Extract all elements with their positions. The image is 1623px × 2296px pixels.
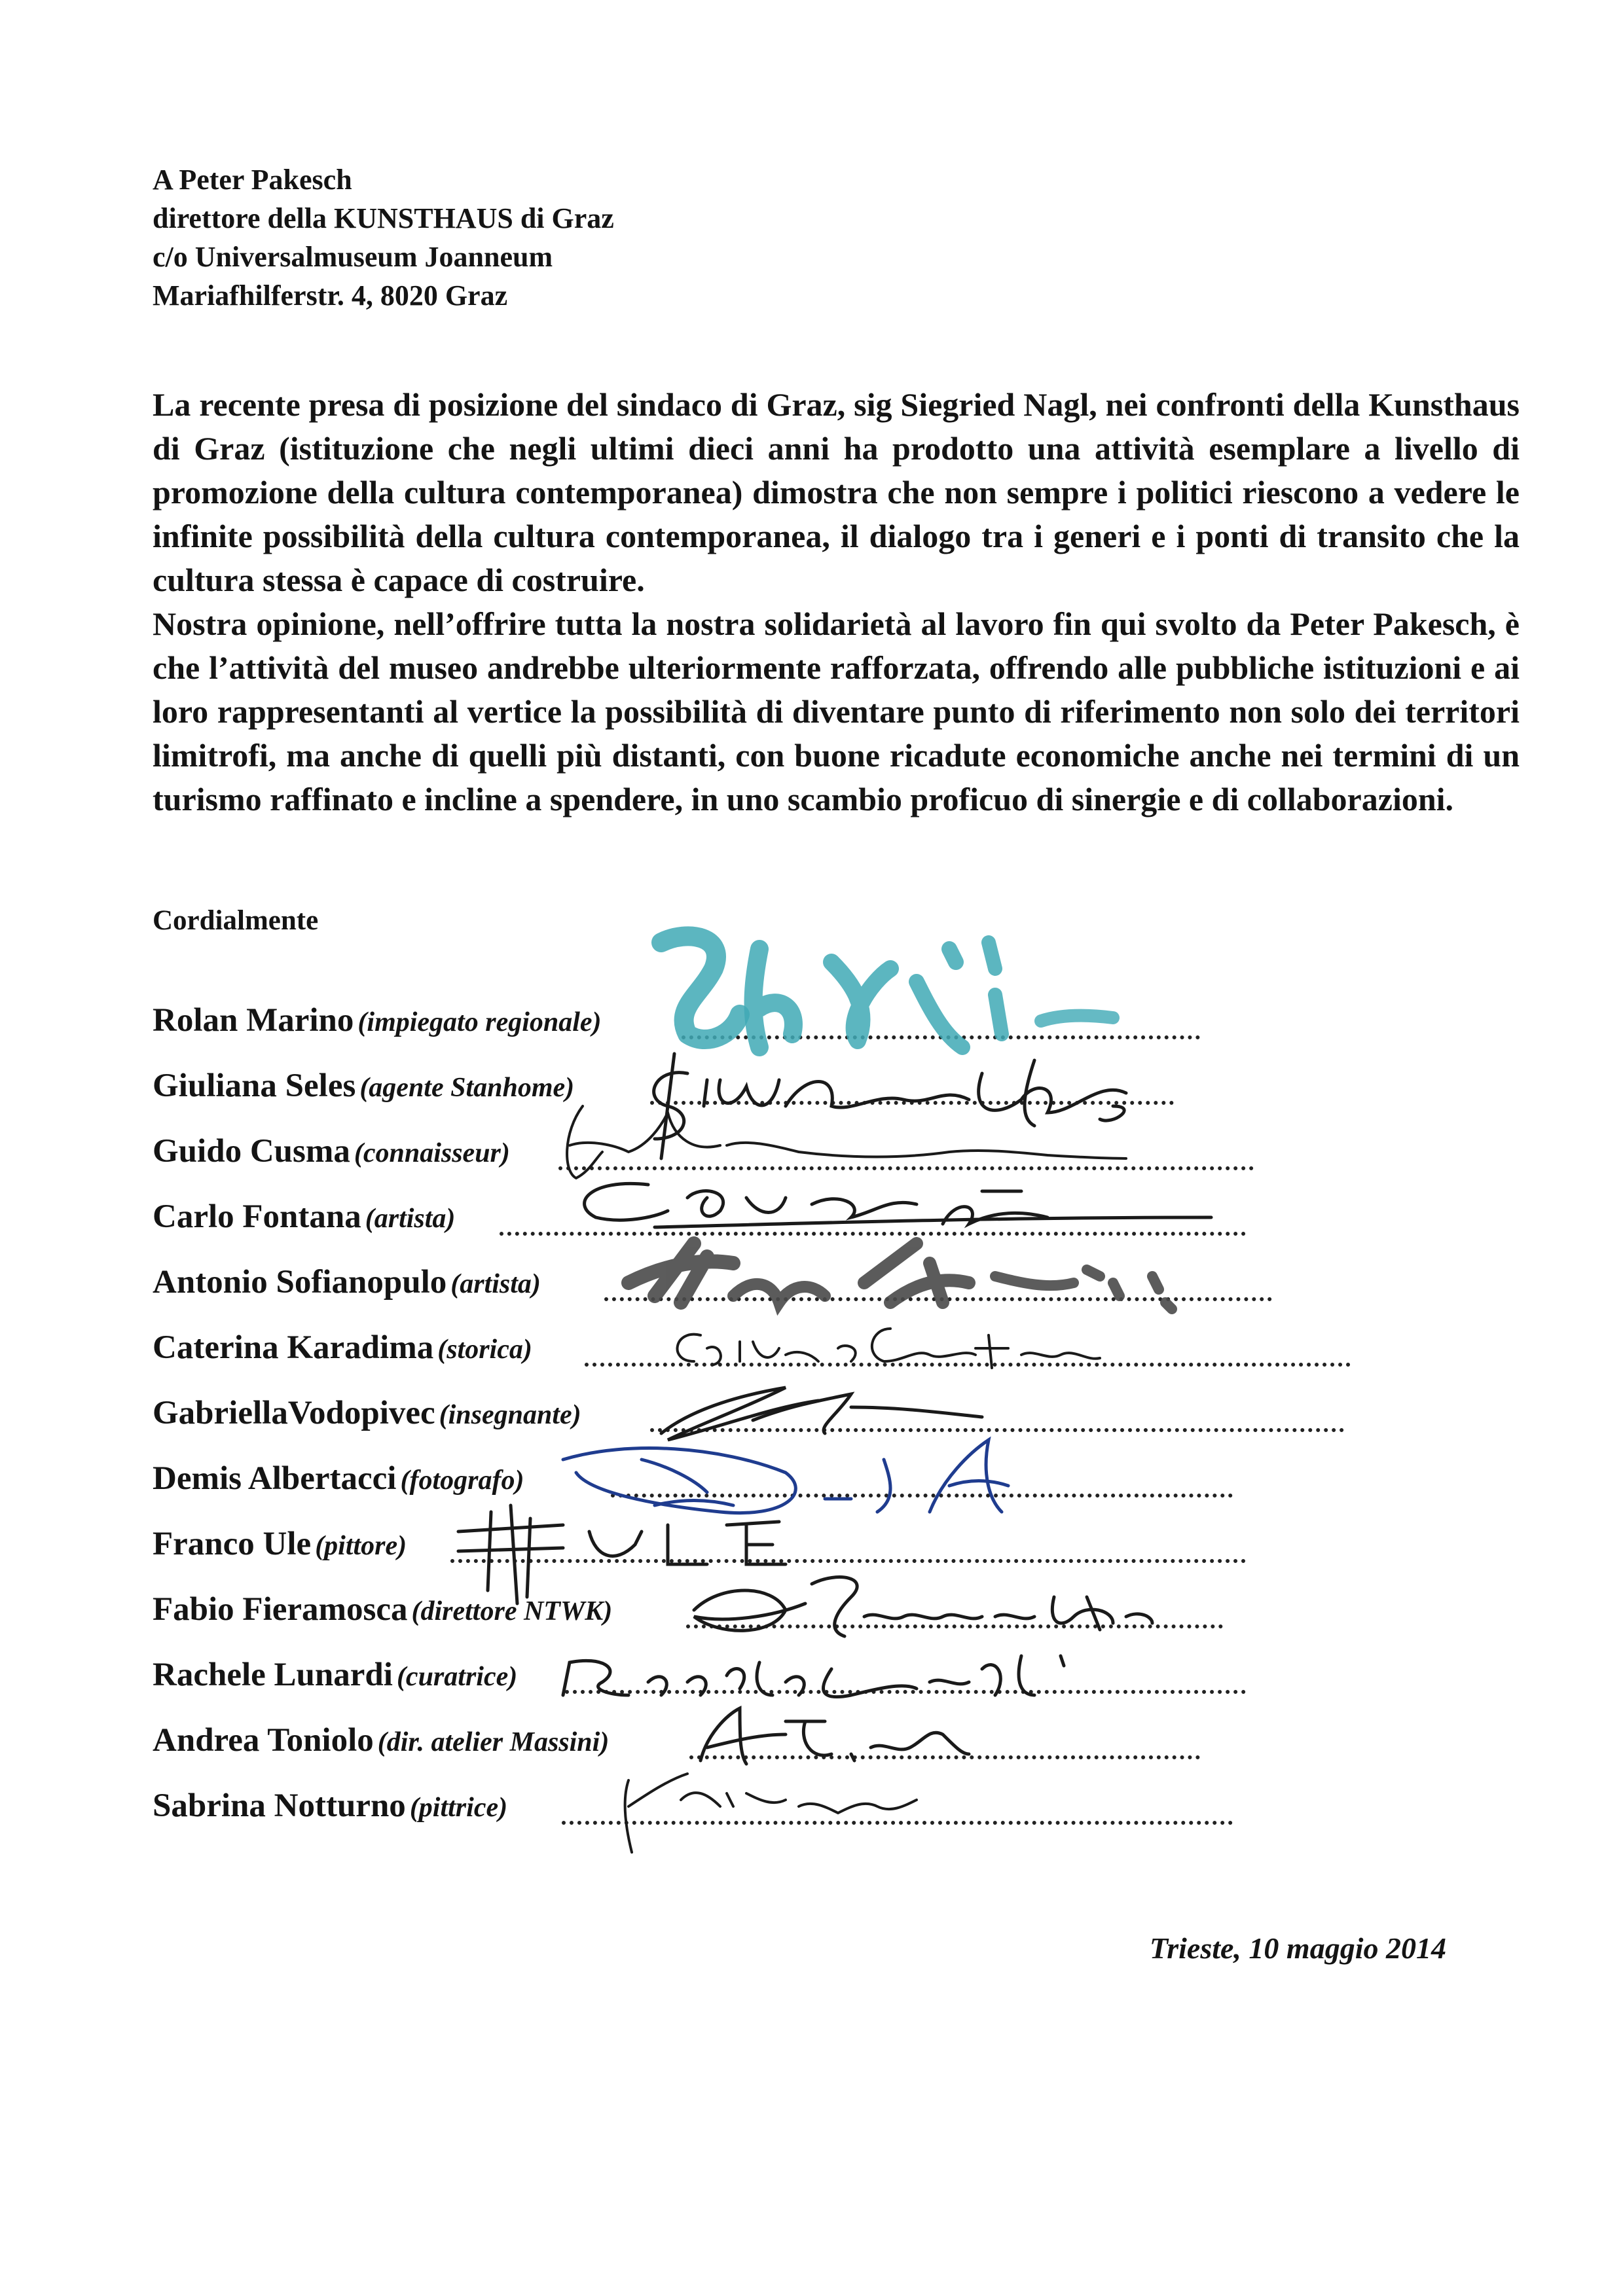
signature-line [562, 1821, 1233, 1825]
recipient-line: direttore della KUNSTHAUS di Graz [153, 202, 614, 234]
recipient-line: c/o Universalmuseum Joanneum [153, 241, 553, 273]
signatory-row [153, 1656, 517, 1702]
signature-line [689, 1755, 1200, 1759]
signatory-name: GabriellaVodopivec [153, 1395, 435, 1431]
body-paragraph: La recente presa di posizione del sindaco di Graz, sig Siegried Nagl, nei confronti della Kunsthaus di Graz (istituzione che negli ultimi dieci anni ha prodotto una attività esemplare a livello di promozione della cultura contemporanea) dimostra che non sempre i politici riescono a vedere le infinite possibilità della cultura contemporanea, il dialogo tra i generi e i ponti di transito che la cultura stessa è capace di costruire. [153, 386, 1520, 598]
signatory-row [153, 1001, 602, 1047]
body-paragraph: Nostra opinione, nell’offrire tutta la nostra solidarietà al lavoro fin qui svolto da Peter Pakesch, è che l’attività del museo andrebbe ulteriormente rafforzata, offrendo alle pubbliche istituzioni e ai loro rappresentanti al vertice la possibilità di diventare punto di riferimento non solo dei territori limitrofi, ma anche di quelli più distanti, con buone ricadute economiche anche nei termini di un turismo raffinato e incline a spendere, in uno scambio proficuo di sinergie e di collaborazioni. [153, 605, 1520, 817]
signature-line [565, 1690, 1246, 1694]
signature-sabrina-notturno [625, 1774, 917, 1852]
signature-line [558, 1166, 1254, 1170]
signatory-role: (curatrice) [396, 1662, 518, 1692]
signatory-row [153, 1394, 581, 1440]
signature-rolan-marino [661, 936, 1113, 1047]
signature-demis-albertacci [563, 1440, 1008, 1513]
signatory-name: Antonio Sofianopulo [153, 1264, 447, 1300]
signatory-row [153, 1329, 532, 1374]
signature-line [650, 1428, 1344, 1432]
signature-franco-ule [458, 1505, 786, 1604]
signature-line [682, 1035, 1200, 1039]
signatory-role: (connaisseur) [354, 1138, 510, 1168]
signatory-role: (fotografo) [400, 1465, 524, 1496]
letter-date: Trieste, 10 maggio 2014 [1149, 1931, 1446, 1965]
recipient-address [153, 160, 614, 315]
signatory-row [153, 1263, 541, 1309]
signature-line [450, 1559, 1246, 1563]
signatory-role: (direttore NTWK) [411, 1596, 613, 1626]
signatory-row [153, 1198, 455, 1244]
signature-line [686, 1624, 1223, 1628]
signatory-role: (artista) [365, 1204, 456, 1234]
signatory-role: (agente Stanhome) [359, 1073, 575, 1103]
signatory-name: Caterina Karadima [153, 1329, 434, 1366]
recipient-line: A Peter Pakesch [153, 164, 352, 196]
signatory-role: (insegnante) [439, 1400, 581, 1430]
signatory-name: Rachele Lunardi [153, 1657, 393, 1693]
signature-gabriella-vodopivec [661, 1388, 982, 1440]
signatory-row [153, 1067, 574, 1113]
signatory-row [153, 1525, 407, 1571]
signatory-name: Giuliana Seles [153, 1067, 356, 1104]
closing-salutation: Cordialmente [153, 905, 319, 936]
recipient-line: Mariafhilferstr. 4, 8020 Graz [153, 279, 508, 312]
signatory-name: Rolan Marino [153, 1002, 354, 1039]
signature-caterina-karadima [678, 1329, 1100, 1368]
signatory-role: (pittrice) [409, 1793, 508, 1823]
signatory-name: Guido Cusma [153, 1133, 350, 1170]
signatory-role: (artista) [450, 1269, 541, 1299]
signatory-role: (dir. atelier Massini) [377, 1727, 610, 1757]
signatory-name: Demis Albertacci [153, 1460, 397, 1497]
signatory-role: (storica) [437, 1335, 532, 1365]
signature-carlo-fontana [585, 1183, 1211, 1227]
signatory-row [153, 1721, 609, 1767]
signatory-name: Andrea Toniolo [153, 1722, 374, 1759]
signatory-row [153, 1787, 507, 1833]
signatory-name: Carlo Fontana [153, 1198, 361, 1235]
signature-line [500, 1232, 1246, 1236]
signatory-row [153, 1460, 524, 1505]
signature-line [585, 1363, 1351, 1367]
signatory-role: (impiegato regionale) [357, 1007, 602, 1037]
signatory-row [153, 1132, 510, 1178]
signature-line [604, 1297, 1272, 1301]
signatory-name: Fabio Fieramosca [153, 1591, 408, 1628]
signature-line [650, 1101, 1174, 1105]
signature-line [611, 1494, 1233, 1498]
signatory-name: Sabrina Notturno [153, 1787, 406, 1824]
letter-body [153, 383, 1520, 821]
signature-giuliana-seles [654, 1054, 1126, 1158]
signatory-name: Franco Ule [153, 1526, 312, 1562]
signatory-row [153, 1590, 612, 1636]
signatory-role: (pittore) [315, 1531, 407, 1561]
